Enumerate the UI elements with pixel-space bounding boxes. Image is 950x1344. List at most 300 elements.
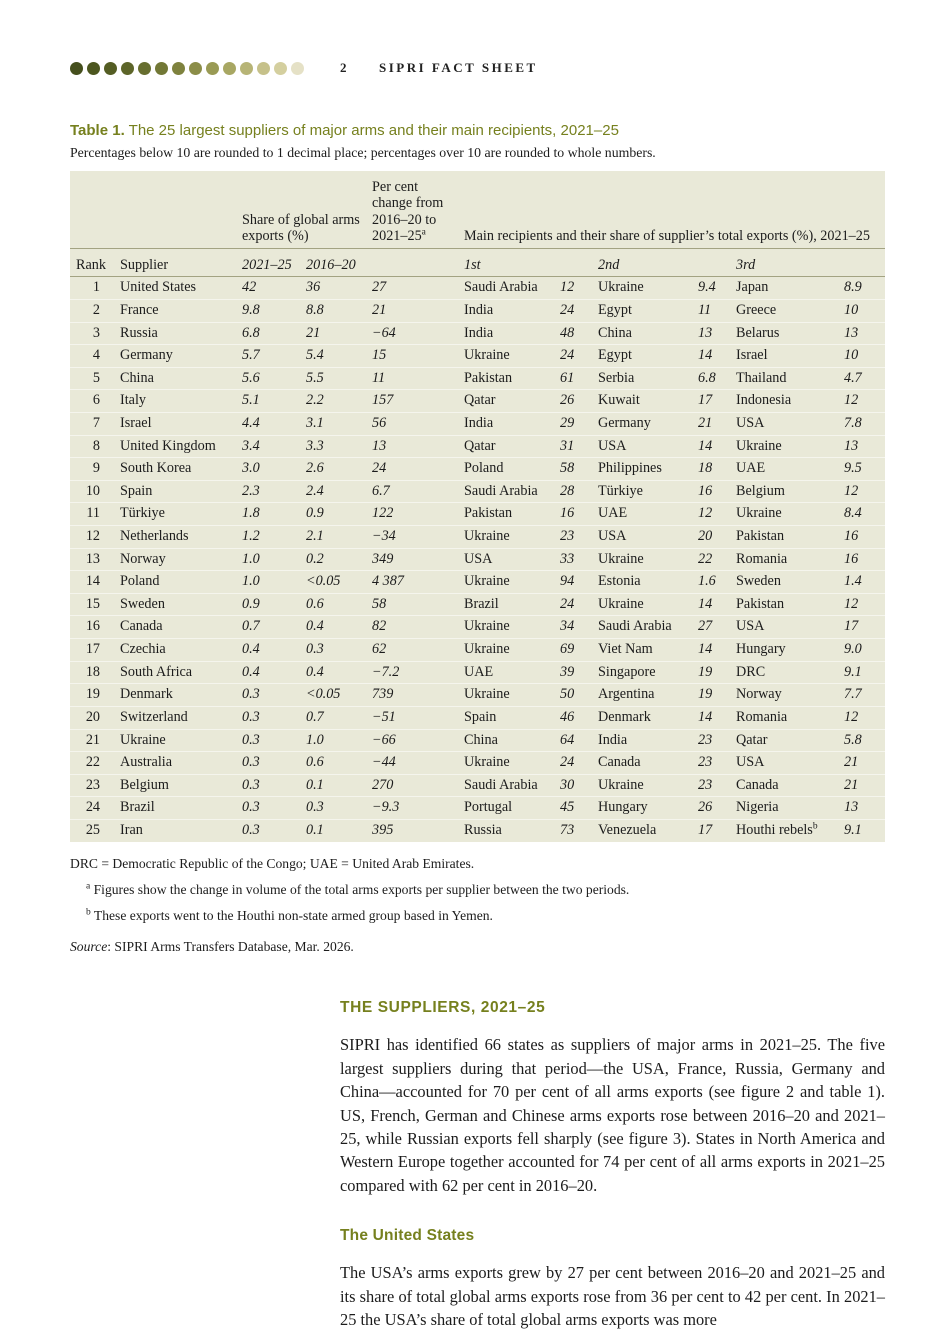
rank-cell: 6 (70, 390, 114, 413)
recipient-3-share-cell: 8.9 (838, 277, 885, 300)
table-note: Percentages below 10 are rounded to 1 decimal place; percentages over 10 are rounded to whole numbers. (70, 145, 656, 160)
recipient-3-share-cell: 10 (838, 345, 885, 368)
change-cell: −64 (366, 322, 458, 345)
rank-cell: 16 (70, 616, 114, 639)
supplier-cell: France (114, 299, 236, 322)
recipient-2-name-cell: Venezuela (598, 821, 657, 838)
recipient-3-name-cell: Indonesia (730, 390, 838, 413)
footnote-abbreviations: DRC = Democratic Republic of the Congo; UAE = United Arab Emirates. (70, 855, 475, 871)
share-2016-20-cell: 3.1 (300, 413, 366, 436)
recipient-1-name-cell: USA (458, 548, 554, 571)
recipient-2-share-cell: 9.4 (692, 277, 730, 300)
recipient-1-name-cell: Saudi Arabia (458, 480, 554, 503)
share-2016-20-cell: 1.0 (300, 729, 366, 752)
supplier-cell: Belgium (114, 774, 236, 797)
recipient-1-share-cell: 26 (554, 390, 592, 413)
recipient-3-name-cell: Pakistan (730, 593, 838, 616)
change-cell: 122 (366, 503, 458, 526)
table-row (70, 639, 885, 662)
rank-cell: 4 (70, 345, 114, 368)
table-row (70, 616, 885, 639)
dot (240, 62, 253, 75)
supplier-cell: Netherlands (114, 526, 236, 549)
recipient-1-name-cell: Portugal (458, 797, 554, 820)
rank-cell: 1 (70, 277, 114, 300)
recipient-3-share-cell: 9.0 (838, 639, 885, 662)
recipient-3-name-cell: UAE (730, 458, 838, 481)
share-2021-25-cell: 0.9 (236, 593, 300, 616)
share-2021-25-cell: 1.0 (236, 548, 300, 571)
change-cell: 739 (366, 684, 458, 707)
rank-cell: 7 (70, 413, 114, 436)
recipient-3-share-cell: 5.8 (838, 729, 885, 752)
col-3rd: 3rd (730, 248, 885, 276)
recipient-2-share-cell: 12 (692, 503, 730, 526)
table-row (70, 774, 885, 797)
recipient-3-name-cell: Romania (730, 706, 838, 729)
column-header-row (70, 248, 885, 276)
rank-cell: 15 (70, 593, 114, 616)
footnote-a-text: Figures show the change in volume of the total arms exports per supplier between the two periods. (93, 881, 630, 897)
table-row (70, 819, 885, 841)
change-cell: 21 (366, 299, 458, 322)
recipient-3-name-cell: Ukraine (730, 503, 838, 526)
recipient-3-share-cell: 13 (838, 435, 885, 458)
supplier-cell: Israel (114, 413, 236, 436)
recipient-3-share-cell: 4.7 (838, 367, 885, 390)
recipient-1-name-cell: Ukraine (458, 639, 554, 662)
recipient-3-share-cell: 16 (838, 526, 885, 549)
recipient-2-share-cell: 14 (692, 639, 730, 662)
group-header-row (70, 171, 885, 248)
recipient-3-name-cell: Romania (730, 548, 838, 571)
recipient-2-name-cell: USA (592, 526, 692, 549)
share-2021-25-cell: 2.3 (236, 480, 300, 503)
recipient-2-share-cell: 14 (692, 435, 730, 458)
recipient-2-name-cell: Ukraine (592, 774, 692, 797)
recipient-2-share-cell: 14 (692, 345, 730, 368)
recipient-2-name-cell: Philippines (592, 458, 692, 481)
share-2016-20-cell: 3.3 (300, 435, 366, 458)
recipient-2-name-cell: India (592, 729, 692, 752)
recipient-1-share-cell: 30 (554, 774, 592, 797)
recipient-2-share-cell: 23 (692, 752, 730, 775)
table-row (70, 435, 885, 458)
recipient-2-name-cell: Egypt (592, 345, 692, 368)
recipient-3-name-cell: Norway (730, 684, 838, 707)
recipient-1-name-cell: Poland (458, 458, 554, 481)
share-2021-25-cell: 0.3 (242, 821, 260, 838)
recipient-1-name-cell: Saudi Arabia (458, 277, 554, 300)
page-number: 2 (340, 60, 349, 75)
share-2021-25-cell: 5.6 (236, 367, 300, 390)
recipient-1-name-cell: Ukraine (458, 571, 554, 594)
recipient-2-share-cell: 16 (692, 480, 730, 503)
recipient-1-name-cell: UAE (458, 661, 554, 684)
recipient-3-name-cell: Greece (730, 299, 838, 322)
page-header (70, 60, 885, 76)
change-cell: −66 (366, 729, 458, 752)
share-2016-20-cell: 0.6 (300, 752, 366, 775)
table-body (70, 277, 885, 842)
recipient-2-share-cell: 11 (692, 299, 730, 322)
table-row (70, 729, 885, 752)
dot (274, 62, 287, 75)
recipient-1-share-cell: 94 (554, 571, 592, 594)
dots-decoration (70, 62, 304, 75)
supplier-cell: Iran (120, 821, 143, 838)
recipient-1-share-cell: 34 (554, 616, 592, 639)
recipient-1-share-cell: 24 (554, 345, 592, 368)
share-2021-25-cell: 3.4 (236, 435, 300, 458)
recipient-1-share-cell: 24 (554, 752, 592, 775)
recipient-1-name-cell: Ukraine (458, 684, 554, 707)
recipient-3-name-cell: Israel (730, 345, 838, 368)
recipient-1-share-cell: 58 (554, 458, 592, 481)
supplier-cell: Australia (114, 752, 236, 775)
change-cell: −7.2 (366, 661, 458, 684)
share-2021-25-cell: 5.7 (236, 345, 300, 368)
recipient-2-share-cell: 17 (692, 390, 730, 413)
rank-cell: 17 (70, 639, 114, 662)
share-2016-20-cell: 36 (300, 277, 366, 300)
table-row (70, 277, 885, 300)
col-1st: 1st (458, 248, 592, 276)
recipient-3-name-cell: DRC (730, 661, 838, 684)
table-row (70, 480, 885, 503)
recipient-2-share-cell: 21 (692, 413, 730, 436)
table-row (70, 345, 885, 368)
share-2016-20-cell: 0.1 (306, 821, 324, 838)
recipient-3-name-cell: Ukraine (730, 435, 838, 458)
recipient-3-name-cell: Pakistan (730, 526, 838, 549)
recipient-2-name-cell: Kuwait (592, 390, 692, 413)
recipient-1-name-cell: Spain (458, 706, 554, 729)
rank-cell: 22 (70, 752, 114, 775)
dot (121, 62, 134, 75)
share-2021-25-cell: 0.7 (236, 616, 300, 639)
change-cell: 395 (372, 821, 394, 838)
recipient-3-name-cell: Hungary (730, 639, 838, 662)
recipient-1-share-cell: 23 (554, 526, 592, 549)
recipient-1-name-cell: India (458, 413, 554, 436)
recipient-1-share-cell: 28 (554, 480, 592, 503)
table-row (70, 797, 885, 820)
rank-cell: 11 (70, 503, 114, 526)
share-2021-25-cell: 0.3 (236, 706, 300, 729)
change-cell: −44 (366, 752, 458, 775)
change-cell: 24 (366, 458, 458, 481)
share-2016-20-cell: 0.3 (300, 639, 366, 662)
supplier-cell: South Africa (114, 661, 236, 684)
table-title (70, 122, 885, 139)
recipient-2-share-cell: 14 (692, 593, 730, 616)
change-cell: −9.3 (366, 797, 458, 820)
share-2021-25-cell: 0.4 (236, 639, 300, 662)
recipient-3-share-cell: 9.1 (844, 821, 862, 838)
supplier-cell: Czechia (114, 639, 236, 662)
recipient-1-share-cell: 16 (554, 503, 592, 526)
recipient-3-share-cell: 21 (838, 752, 885, 775)
table-row (70, 706, 885, 729)
recipient-3-share-cell: 7.8 (838, 413, 885, 436)
recipient-3-name-cell: Japan (730, 277, 838, 300)
share-2021-25-cell: 42 (236, 277, 300, 300)
recipient-2-name-cell: China (592, 322, 692, 345)
recipient-3-share-cell: 16 (838, 548, 885, 571)
recipient-2-share-cell: 17 (698, 821, 713, 838)
supplier-cell: Russia (114, 322, 236, 345)
col-2021-25: 2021–25 (236, 248, 300, 276)
recipient-1-share-cell: 48 (554, 322, 592, 345)
table-row (70, 661, 885, 684)
table-row (70, 299, 885, 322)
recipient-3-share-cell: 8.4 (838, 503, 885, 526)
share-2016-20-cell: <0.05 (300, 684, 366, 707)
publication-title: SIPRI FACT SHEET (379, 60, 538, 75)
recipient-1-share-cell: 33 (554, 548, 592, 571)
table-row (70, 593, 885, 616)
paragraph-suppliers: SIPRI has identified 66 states as suppliers of major arms in 2021–25. The five largest suppliers during that period—the USA, France, Russia, Germany and China—accounted for 70 per cent of all arms exports (see figure 2 and table 1). US, French, German and Chinese arms exports rose between 2016–20 and 2021–25, while Russian exports fell sharply (see figure 3). States in North America and Western Europe together accounted for 74 per cent of all arms exports in 2021–25 compared with 62 per cent in 2016–20. (340, 1035, 885, 1195)
recipient-3-name-cell: USA (730, 413, 838, 436)
paragraph-united-states: The USA’s arms exports grew by 27 per cent between 2016–20 and 2021–25 and its share of total global arms exports rose from 36 per cent to 42 per cent. In 2021–25 the USA’s share of total global arms exports was more (340, 1263, 885, 1330)
footnote-marker-a: a (421, 227, 426, 238)
rank-cell: 8 (70, 435, 114, 458)
share-2016-20-cell: 2.2 (300, 390, 366, 413)
table-row (70, 390, 885, 413)
recipient-2-name-cell: Ukraine (592, 277, 692, 300)
share-2016-20-cell: 2.1 (300, 526, 366, 549)
share-2021-25-cell: 3.0 (236, 458, 300, 481)
header-percent-change-text: Per cent change from 2016–20 to 2021–25 (372, 179, 444, 245)
recipient-1-name-cell: Ukraine (458, 752, 554, 775)
table-row (70, 526, 885, 549)
rank-cell: 10 (70, 480, 114, 503)
supplier-cell: Sweden (114, 593, 236, 616)
change-cell: 27 (366, 277, 458, 300)
share-2021-25-cell: 5.1 (236, 390, 300, 413)
recipient-3-share-cell: 1.4 (838, 571, 885, 594)
footnote-b (70, 906, 885, 926)
recipient-1-share-cell: 24 (554, 299, 592, 322)
dot (172, 62, 185, 75)
supplier-cell: Switzerland (114, 706, 236, 729)
main-text-column (340, 999, 885, 1332)
recipient-1-share-cell: 73 (560, 821, 575, 838)
recipient-1-name-cell: Saudi Arabia (458, 774, 554, 797)
recipient-3-share-cell: 9.5 (838, 458, 885, 481)
recipient-3-share-cell: 12 (838, 706, 885, 729)
supplier-cell: Türkiye (114, 503, 236, 526)
share-2021-25-cell: 6.8 (236, 322, 300, 345)
table-row (70, 571, 885, 594)
recipient-1-share-cell: 24 (554, 593, 592, 616)
header-main-recipients: Main recipients and their share of supplier’s total exports (%), 2021–25 (458, 171, 885, 248)
recipient-2-name-cell: USA (592, 435, 692, 458)
source-text: : SIPRI Arms Transfers Database, Mar. 2026. (107, 938, 354, 954)
recipient-1-name-cell: Ukraine (458, 526, 554, 549)
recipient-2-name-cell: Türkiye (592, 480, 692, 503)
share-2021-25-cell: 0.3 (236, 797, 300, 820)
rank-cell: 18 (70, 661, 114, 684)
change-cell: 62 (366, 639, 458, 662)
recipient-2-name-cell: Egypt (592, 299, 692, 322)
share-2016-20-cell: 0.3 (300, 797, 366, 820)
share-2021-25-cell: 0.3 (236, 729, 300, 752)
rank-cell: 13 (70, 548, 114, 571)
recipient-3-share-cell: 9.1 (838, 661, 885, 684)
recipient-1-name-cell: Qatar (458, 390, 554, 413)
recipient-3-name-cell: Qatar (730, 729, 838, 752)
recipient-3-share-cell: 13 (838, 322, 885, 345)
recipient-2-name-cell: Argentina (592, 684, 692, 707)
share-2021-25-cell: 0.3 (236, 752, 300, 775)
table-row (70, 548, 885, 571)
recipient-1-name-cell: Ukraine (458, 345, 554, 368)
dot (206, 62, 219, 75)
change-cell: 6.7 (366, 480, 458, 503)
share-2016-20-cell: 0.9 (300, 503, 366, 526)
recipient-2-share-cell: 14 (692, 706, 730, 729)
share-2016-20-cell: 0.7 (300, 706, 366, 729)
share-2016-20-cell: 5.4 (300, 345, 366, 368)
recipient-3-share-cell: 7.7 (838, 684, 885, 707)
rank-cell: 2 (70, 299, 114, 322)
rank-cell: 24 (70, 797, 114, 820)
recipient-2-share-cell: 19 (692, 661, 730, 684)
recipient-2-share-cell: 26 (692, 797, 730, 820)
table-row (70, 322, 885, 345)
change-cell: 11 (366, 367, 458, 390)
change-cell: 82 (366, 616, 458, 639)
recipient-3-share-cell: 10 (838, 299, 885, 322)
recipient-1-share-cell: 46 (554, 706, 592, 729)
supplier-cell: Canada (114, 616, 236, 639)
share-2021-25-cell: 0.3 (236, 774, 300, 797)
recipient-2-share-cell: 13 (692, 322, 730, 345)
dot (104, 62, 117, 75)
recipient-3-name-cell: Belarus (730, 322, 838, 345)
share-2021-25-cell: 1.0 (236, 571, 300, 594)
recipient-2-name-cell: Estonia (592, 571, 692, 594)
col-2016-20: 2016–20 (300, 248, 366, 276)
supplier-cell: South Korea (114, 458, 236, 481)
dot (223, 62, 236, 75)
share-2016-20-cell: <0.05 (300, 571, 366, 594)
dot (155, 62, 168, 75)
recipient-1-name-cell: Ukraine (458, 616, 554, 639)
table-row (70, 503, 885, 526)
change-cell: 15 (366, 345, 458, 368)
recipient-1-share-cell: 29 (554, 413, 592, 436)
footnote-b-marker: b (86, 907, 91, 918)
recipient-2-name-cell: Denmark (592, 706, 692, 729)
recipient-2-name-cell: Saudi Arabia (592, 616, 692, 639)
recipient-1-name-cell: India (458, 299, 554, 322)
recipient-3-share-cell: 13 (838, 797, 885, 820)
share-2016-20-cell: 0.1 (300, 774, 366, 797)
supplier-cell: United Kingdom (114, 435, 236, 458)
recipient-2-share-cell: 18 (692, 458, 730, 481)
change-cell: 56 (366, 413, 458, 436)
recipient-3-name-cell: Nigeria (730, 797, 838, 820)
change-cell: 270 (366, 774, 458, 797)
supplier-cell: Germany (114, 345, 236, 368)
share-2016-20-cell: 2.4 (300, 480, 366, 503)
supplier-cell: Italy (114, 390, 236, 413)
share-2021-25-cell: 0.4 (236, 661, 300, 684)
recipient-1-share-cell: 61 (554, 367, 592, 390)
subsection-heading-united-states: The United States (340, 1227, 475, 1245)
recipient-3-share-cell: 12 (838, 480, 885, 503)
suppliers-table (70, 171, 885, 842)
section-heading-suppliers: THE SUPPLIERS, 2021–25 (340, 999, 546, 1017)
rank-cell: 5 (70, 367, 114, 390)
recipient-2-name-cell: UAE (592, 503, 692, 526)
table-row (70, 684, 885, 707)
supplier-cell: Spain (114, 480, 236, 503)
share-2021-25-cell: 1.8 (236, 503, 300, 526)
table-row (70, 752, 885, 775)
table-title-text: The 25 largest suppliers of major arms and their main recipients, 2021–25 (128, 122, 619, 139)
change-cell: −34 (366, 526, 458, 549)
dot (138, 62, 151, 75)
recipient-2-share-cell: 19 (692, 684, 730, 707)
recipient-2-share-cell: 22 (692, 548, 730, 571)
recipient-1-share-cell: 31 (554, 435, 592, 458)
recipient-3-name-cell: Houthi rebels$^b$ (736, 821, 818, 838)
share-2016-20-cell: 5.5 (300, 367, 366, 390)
share-2021-25-cell: 9.8 (236, 299, 300, 322)
table-footnotes (70, 854, 885, 958)
header-percent-change (366, 171, 458, 248)
recipient-2-share-cell: 23 (692, 774, 730, 797)
supplier-cell: Brazil (114, 797, 236, 820)
rank-cell: 21 (70, 729, 114, 752)
change-cell: 349 (366, 548, 458, 571)
dot (87, 62, 100, 75)
recipient-2-name-cell: Singapore (592, 661, 692, 684)
recipient-1-name-cell: Russia (464, 821, 502, 838)
recipient-1-name-cell: Pakistan (458, 503, 554, 526)
source-label: Source (70, 938, 108, 954)
dot (189, 62, 202, 75)
recipient-2-name-cell: Canada (592, 752, 692, 775)
share-2016-20-cell: 8.8 (300, 299, 366, 322)
share-2021-25-cell: 0.3 (236, 684, 300, 707)
col-rank: Rank (70, 248, 114, 276)
recipient-2-share-cell: 23 (692, 729, 730, 752)
footnote-b-text: These exports went to the Houthi non-state armed group based in Yemen. (93, 908, 493, 924)
recipient-1-name-cell: India (458, 322, 554, 345)
recipient-2-share-cell: 27 (692, 616, 730, 639)
change-cell: 13 (366, 435, 458, 458)
rank-cell: 25 (85, 821, 100, 838)
recipient-3-name-cell: Thailand (730, 367, 838, 390)
share-2016-20-cell: 0.4 (300, 616, 366, 639)
rank-cell: 19 (70, 684, 114, 707)
rank-cell: 12 (70, 526, 114, 549)
recipient-3-share-cell: 12 (838, 390, 885, 413)
running-header (340, 60, 538, 76)
share-2016-20-cell: 21 (300, 322, 366, 345)
share-2016-20-cell: 0.4 (300, 661, 366, 684)
table-label: Table 1. (70, 122, 125, 139)
rank-cell: 23 (70, 774, 114, 797)
share-2016-20-cell: 2.6 (300, 458, 366, 481)
recipient-1-name-cell: China (458, 729, 554, 752)
recipient-1-share-cell: 45 (554, 797, 592, 820)
